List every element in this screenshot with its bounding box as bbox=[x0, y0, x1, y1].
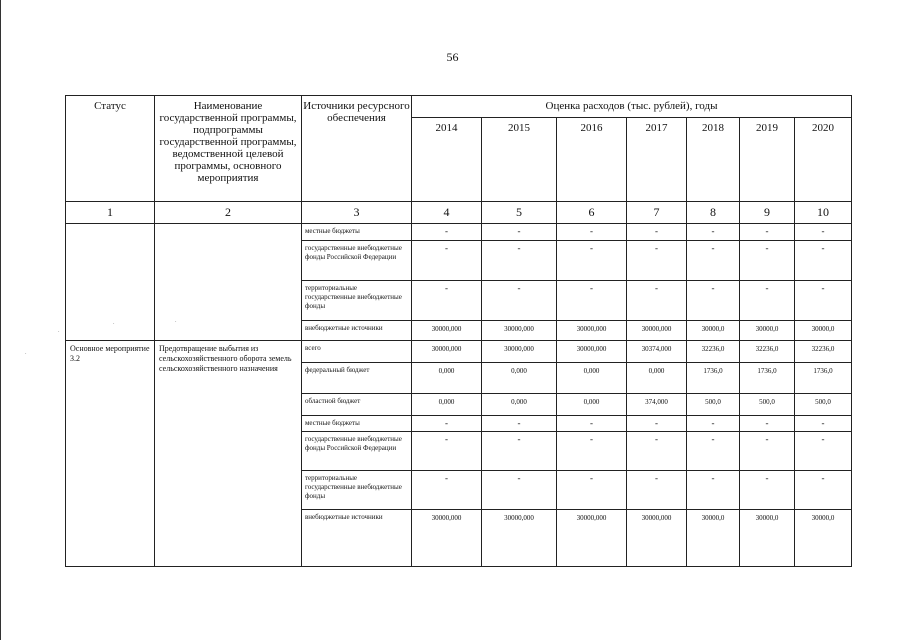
amount-cell: - bbox=[627, 241, 687, 281]
amount-cell: - bbox=[412, 281, 482, 321]
amount-cell: 30000,000 bbox=[627, 510, 687, 567]
amount-cell: - bbox=[795, 241, 852, 281]
scan-speck: . bbox=[58, 328, 60, 334]
amount-cell: - bbox=[795, 224, 852, 241]
header-year: 2016 bbox=[557, 118, 627, 202]
amount-cell: 30000,000 bbox=[557, 510, 627, 567]
amount-cell: - bbox=[482, 471, 557, 510]
amount-cell: - bbox=[687, 241, 740, 281]
amount-cell: 30000,0 bbox=[687, 321, 740, 341]
column-number: 10 bbox=[795, 202, 852, 224]
header-year: 2015 bbox=[482, 118, 557, 202]
amount-cell: - bbox=[557, 416, 627, 432]
amount-cell: 500,0 bbox=[795, 394, 852, 416]
amount-cell: 30000,000 bbox=[557, 341, 627, 363]
row-name: Предотвращение выбытия из сельскохозяйственного оборота земель сельскохозяйственного назначения bbox=[155, 341, 302, 567]
scan-left-edge bbox=[0, 0, 1, 640]
amount-cell: 0,000 bbox=[627, 363, 687, 394]
amount-cell: 32236,0 bbox=[687, 341, 740, 363]
funding-source: территориальные государственные внебюджетные фонды bbox=[302, 281, 412, 321]
scan-speck: . bbox=[25, 350, 27, 356]
table-row bbox=[66, 341, 852, 363]
amount-cell: 0,000 bbox=[412, 363, 482, 394]
funding-source: местные бюджеты bbox=[302, 224, 412, 241]
amount-cell: - bbox=[412, 241, 482, 281]
funding-source: государственные внебюджетные фонды Российской Федерации bbox=[302, 241, 412, 281]
column-number: 6 bbox=[557, 202, 627, 224]
header-year: 2018 bbox=[687, 118, 740, 202]
amount-cell: - bbox=[740, 281, 795, 321]
amount-cell: - bbox=[627, 224, 687, 241]
amount-cell: - bbox=[412, 224, 482, 241]
amount-cell: 30000,000 bbox=[482, 341, 557, 363]
funding-source: территориальные государственные внебюджетные фонды bbox=[302, 471, 412, 510]
amount-cell: - bbox=[412, 471, 482, 510]
amount-cell: - bbox=[795, 416, 852, 432]
amount-cell: 30000,0 bbox=[795, 321, 852, 341]
amount-cell: - bbox=[687, 281, 740, 321]
amount-cell: 0,000 bbox=[557, 394, 627, 416]
amount-cell: - bbox=[627, 281, 687, 321]
funding-source: внебюджетные источники bbox=[302, 321, 412, 341]
header-year: 2019 bbox=[740, 118, 795, 202]
amount-cell: - bbox=[740, 416, 795, 432]
amount-cell: - bbox=[795, 471, 852, 510]
amount-cell: - bbox=[557, 224, 627, 241]
column-number: 4 bbox=[412, 202, 482, 224]
amount-cell: - bbox=[687, 432, 740, 471]
amount-cell: - bbox=[687, 416, 740, 432]
column-number: 1 bbox=[66, 202, 155, 224]
amount-cell: - bbox=[740, 241, 795, 281]
amount-cell: - bbox=[795, 432, 852, 471]
amount-cell: 0,000 bbox=[482, 363, 557, 394]
amount-cell: 374,000 bbox=[627, 394, 687, 416]
amount-cell: - bbox=[627, 471, 687, 510]
header-estimate: Оценка расходов (тыс. рублей), годы bbox=[412, 96, 852, 118]
header-year: 2014 bbox=[412, 118, 482, 202]
amount-cell: 500,0 bbox=[740, 394, 795, 416]
row-status: Основное мероприятие 3.2 bbox=[66, 341, 155, 567]
table-row bbox=[66, 224, 852, 241]
amount-cell: - bbox=[482, 224, 557, 241]
amount-cell: - bbox=[482, 432, 557, 471]
amount-cell: - bbox=[412, 416, 482, 432]
header-year: 2020 bbox=[795, 118, 852, 202]
amount-cell: - bbox=[482, 241, 557, 281]
amount-cell: - bbox=[687, 224, 740, 241]
amount-cell: 30000,000 bbox=[482, 321, 557, 341]
header-year: 2017 bbox=[627, 118, 687, 202]
column-number: 5 bbox=[482, 202, 557, 224]
amount-cell: 0,000 bbox=[557, 363, 627, 394]
amount-cell: 30000,0 bbox=[740, 321, 795, 341]
scan-speck: . bbox=[113, 320, 115, 326]
column-number: 2 bbox=[155, 202, 302, 224]
amount-cell: 0,000 bbox=[482, 394, 557, 416]
amount-cell: 30000,000 bbox=[482, 510, 557, 567]
header-name: Наименование государственной программы, подпрограммы государственной программы, ведомственной целевой программы, основного мероприятия bbox=[155, 96, 302, 202]
amount-cell: 500,0 bbox=[687, 394, 740, 416]
amount-cell: - bbox=[795, 281, 852, 321]
amount-cell: 30000,0 bbox=[740, 510, 795, 567]
amount-cell: 30000,0 bbox=[795, 510, 852, 567]
amount-cell: - bbox=[557, 432, 627, 471]
amount-cell: - bbox=[482, 281, 557, 321]
amount-cell: - bbox=[627, 432, 687, 471]
amount-cell: 30374,000 bbox=[627, 341, 687, 363]
amount-cell: - bbox=[482, 416, 557, 432]
amount-cell: 30000,000 bbox=[412, 321, 482, 341]
amount-cell: - bbox=[557, 281, 627, 321]
header-sources: Источники ресурсного обеспечения bbox=[302, 96, 412, 202]
amount-cell: 1736,0 bbox=[740, 363, 795, 394]
header-status: Статус bbox=[66, 96, 155, 202]
amount-cell: 1736,0 bbox=[795, 363, 852, 394]
amount-cell: 1736,0 bbox=[687, 363, 740, 394]
amount-cell: 30000,000 bbox=[412, 341, 482, 363]
amount-cell: - bbox=[740, 432, 795, 471]
funding-source: областной бюджет bbox=[302, 394, 412, 416]
amount-cell: - bbox=[557, 241, 627, 281]
budget-table bbox=[65, 95, 852, 567]
column-number: 7 bbox=[627, 202, 687, 224]
row-status bbox=[66, 224, 155, 341]
amount-cell: 30000,000 bbox=[412, 510, 482, 567]
page-number: 56 bbox=[446, 50, 459, 64]
column-number: 8 bbox=[687, 202, 740, 224]
funding-source: внебюджетные источники bbox=[302, 510, 412, 567]
funding-source: всего bbox=[302, 341, 412, 363]
amount-cell: 30000,0 bbox=[687, 510, 740, 567]
amount-cell: 32236,0 bbox=[795, 341, 852, 363]
amount-cell: 32236,0 bbox=[740, 341, 795, 363]
amount-cell: 30000,000 bbox=[557, 321, 627, 341]
amount-cell: - bbox=[412, 432, 482, 471]
amount-cell: - bbox=[740, 471, 795, 510]
amount-cell: - bbox=[687, 471, 740, 510]
amount-cell: - bbox=[740, 224, 795, 241]
amount-cell: - bbox=[627, 416, 687, 432]
funding-source: федеральный бюджет bbox=[302, 363, 412, 394]
amount-cell: - bbox=[557, 471, 627, 510]
funding-source: местные бюджеты bbox=[302, 416, 412, 432]
amount-cell: 30000,000 bbox=[627, 321, 687, 341]
scan-speck: . bbox=[175, 318, 177, 324]
amount-cell: 0,000 bbox=[412, 394, 482, 416]
funding-source: государственные внебюджетные фонды Российской Федерации bbox=[302, 432, 412, 471]
column-number: 9 bbox=[740, 202, 795, 224]
column-number: 3 bbox=[302, 202, 412, 224]
